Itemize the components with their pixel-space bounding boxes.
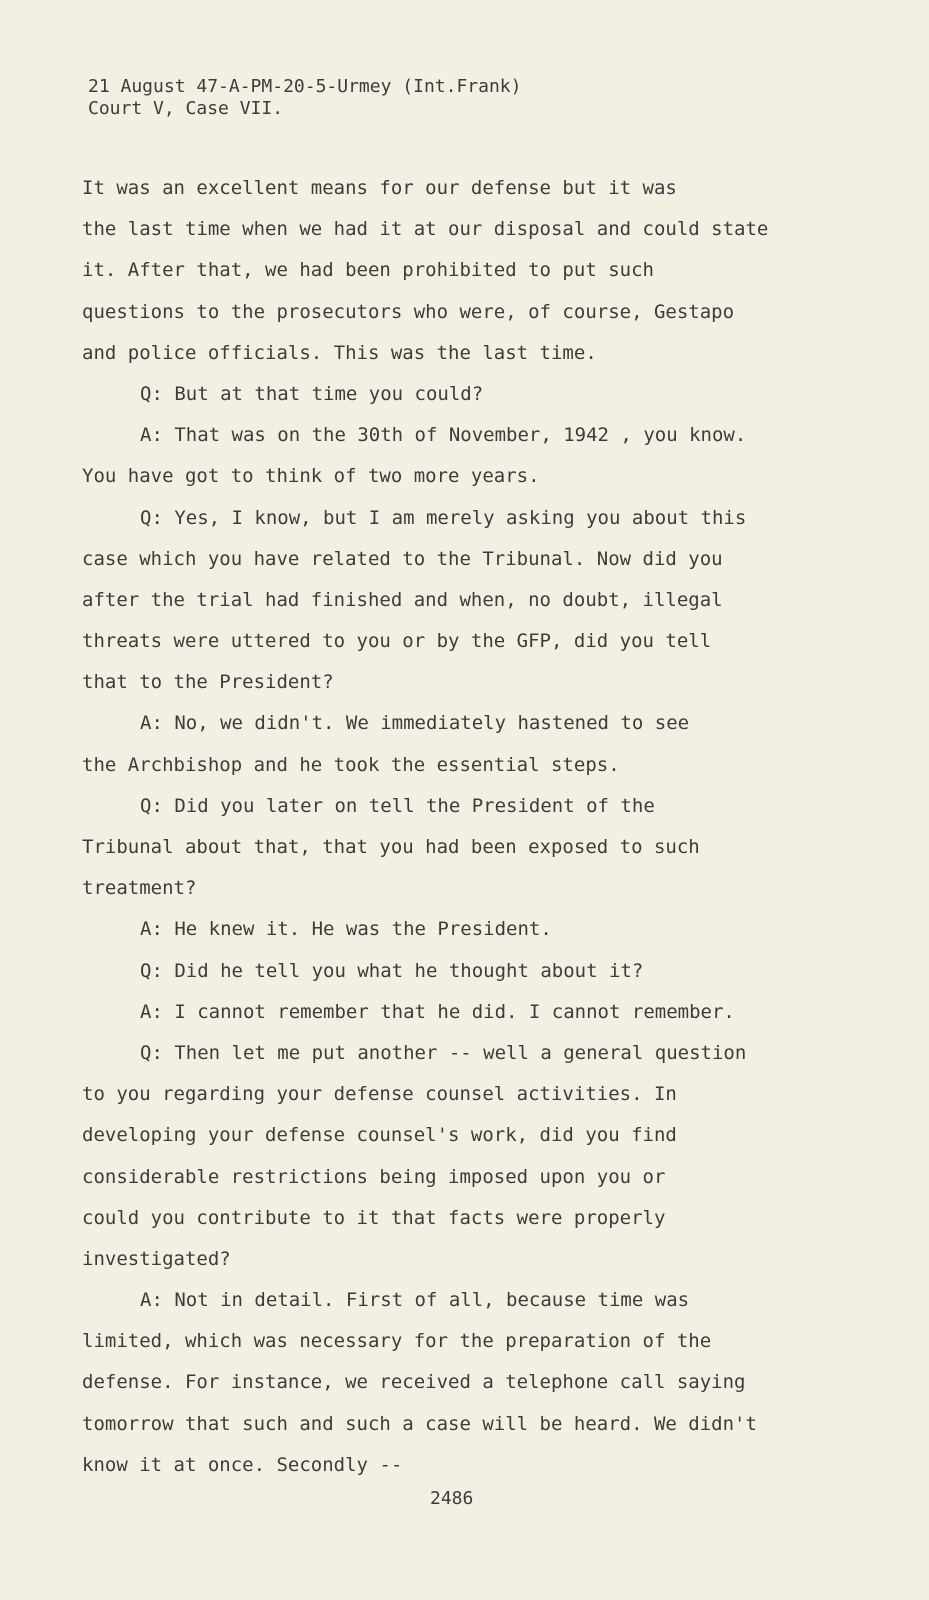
- question-line: Q: Did he tell you what he thought about it?: [140, 959, 644, 982]
- text-line: You have got to think of two more years.: [82, 465, 540, 488]
- text-line: the Archbishop and he took the essential steps.: [82, 753, 620, 776]
- text-line: investigated?: [82, 1247, 231, 1270]
- text-line: and police officials. This was the last time.: [82, 341, 597, 364]
- text-line: considerable restrictions being imposed upon you or: [82, 1165, 666, 1188]
- text-line: after the trial had finished and when, no doubt, illegal: [82, 588, 723, 611]
- question-line: Q: But at that time you could?: [140, 382, 484, 405]
- text-line: treatment?: [82, 877, 197, 900]
- question-line: Q: Did you later on tell the President of the: [140, 794, 655, 817]
- text-line: questions to the prosecutors who were, of course, Gestapo: [82, 300, 735, 323]
- text-line: tomorrow that such and such a case will be heard. We didn't: [82, 1412, 757, 1435]
- text-line: threats were uttered to you or by the GFP, did you tell: [82, 630, 712, 653]
- text-line: it. After that, we had been prohibited to put such: [82, 259, 654, 282]
- text-line: developing your defense counsel's work, did you find: [82, 1124, 677, 1147]
- question-line: Q: Yes, I know, but I am merely asking you about this: [140, 506, 747, 529]
- text-line: could you contribute to it that facts were properly: [82, 1206, 666, 1229]
- text-line: limited, which was necessary for the preparation of the: [82, 1330, 712, 1353]
- answer-line: A: He knew it. He was the President.: [140, 918, 552, 941]
- text-line: defense. For instance, we received a telephone call saying: [82, 1371, 746, 1394]
- text-line: Tribunal about that, that you had been exposed to such: [82, 836, 700, 858]
- text-line: know it at once. Secondly --: [82, 1453, 403, 1476]
- text-line: It was an excellent means for our defense but it was: [82, 177, 677, 199]
- question-line: Q: Then let me put another -- well a general question: [140, 1041, 747, 1064]
- header-date-line: 21 August 47-A-PM-20-5-Urmey (Int.Frank): [88, 76, 522, 97]
- text-line: to you regarding your defense counsel activities. In: [82, 1083, 677, 1106]
- document-header: [88, 76, 521, 120]
- header-court-line: Court V, Case VII.: [88, 98, 284, 119]
- answer-line: A: No, we didn't. We immediately hastened to see: [140, 712, 690, 735]
- page-number: 2486: [430, 1488, 474, 1509]
- answer-line: A: I cannot remember that he did. I cannot remember.: [140, 1000, 735, 1023]
- answer-line: A: That was on the 30th of November, 1942 , you know.: [140, 424, 747, 447]
- text-line: the last time when we had it at our disposal and could state: [82, 218, 769, 241]
- answer-line: A: Not in detail. First of all, because time was: [140, 1289, 690, 1312]
- text-line: that to the President?: [82, 671, 334, 694]
- text-line: case which you have related to the Tribunal. Now did you: [82, 547, 723, 570]
- transcript-body: [82, 168, 842, 1486]
